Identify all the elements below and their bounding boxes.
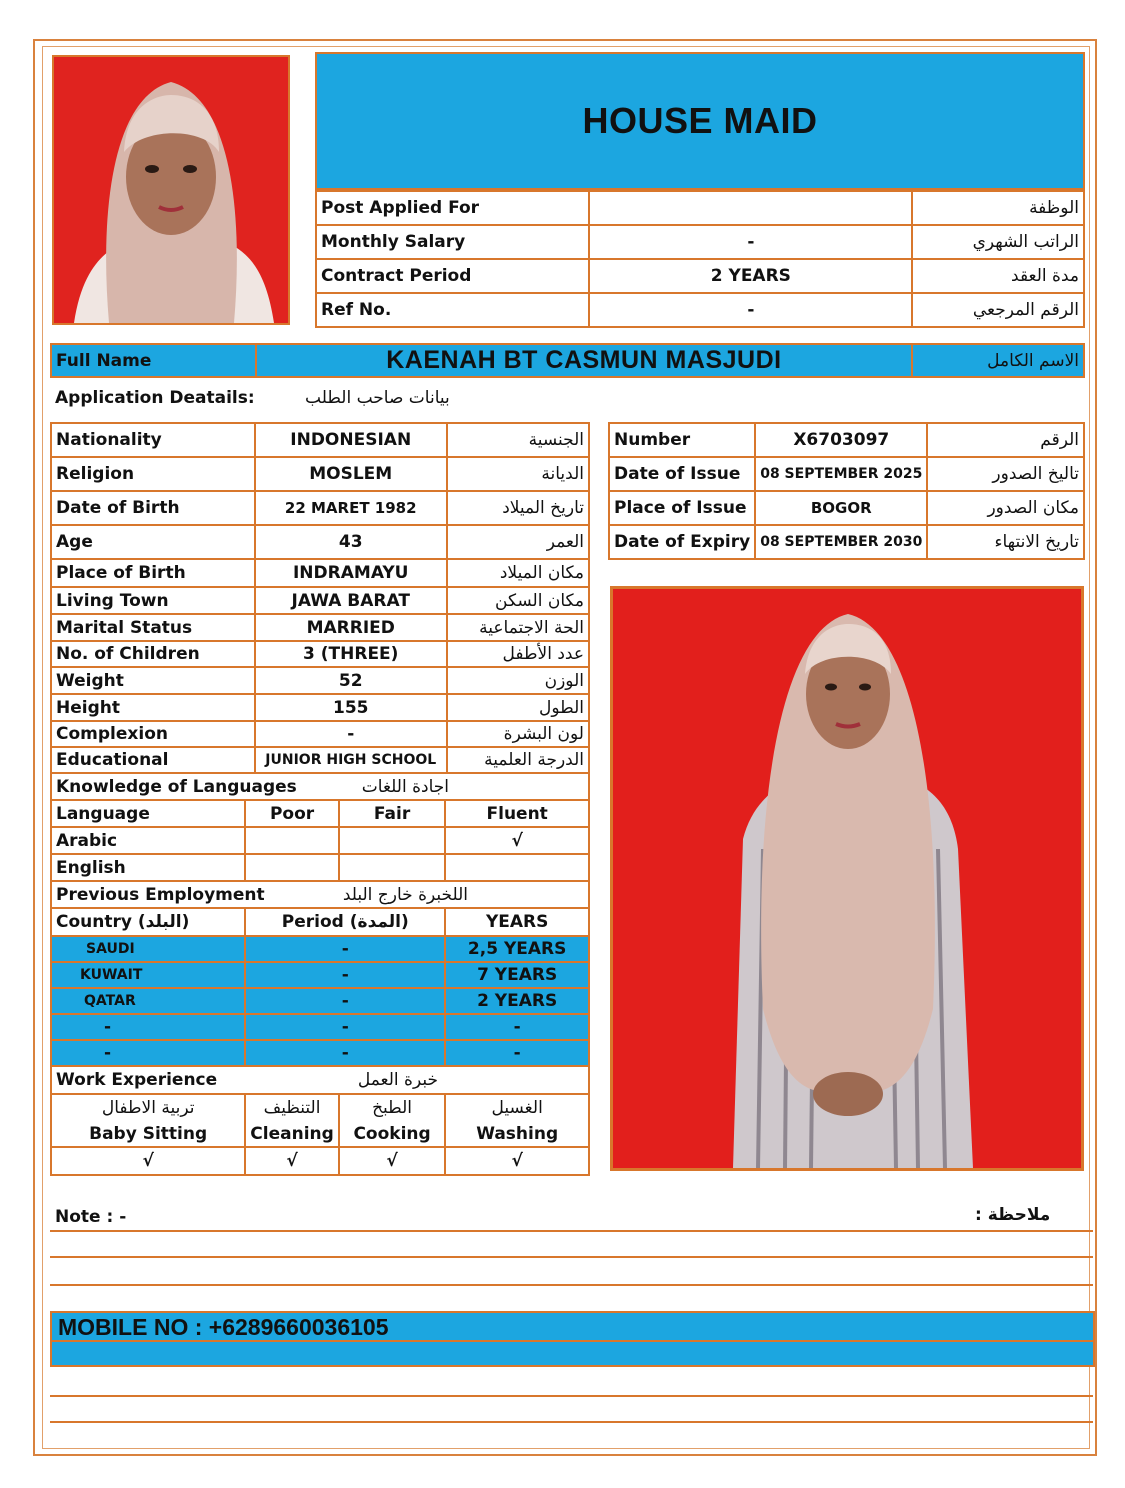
employment-title-ar: اللخبرة خارج البلد (339, 881, 589, 908)
skill-check: √ (245, 1147, 339, 1175)
personal-label-ar: العمر (447, 525, 589, 559)
personal-value: MOSLEM (255, 457, 447, 491)
skill-check: √ (51, 1147, 245, 1175)
personal-label: Marital Status (51, 614, 255, 641)
personal-row (51, 457, 589, 491)
job-info-row (316, 225, 1084, 259)
job-info-value (589, 191, 912, 225)
skill-label-ar: تربية الاطفال (51, 1094, 245, 1121)
work-experience-title: Work Experience (51, 1066, 339, 1094)
full-name-value: KAENAH BT CASMUN MASJUDI (256, 344, 913, 377)
personal-row (51, 667, 589, 694)
personal-label-ar: عدد الأطفل (447, 641, 589, 667)
full-name-label-ar: الاسم الكامل (912, 344, 1084, 377)
personal-label: Place of Birth (51, 559, 255, 587)
employment-period: - (245, 962, 445, 988)
passport-label: Number (609, 423, 755, 457)
candidate-photo-small (52, 55, 290, 325)
personal-row (51, 423, 589, 457)
employment-header: YEARS (445, 908, 589, 936)
skill-label: Baby Sitting (51, 1121, 245, 1147)
languages-header-row (51, 800, 589, 827)
personal-label-ar: الطول (447, 694, 589, 721)
language-name: English (51, 854, 245, 881)
personal-label-ar: الحة الاجتماعية (447, 614, 589, 641)
skill-label-ar: الطبخ (339, 1094, 446, 1121)
employment-period: - (245, 1040, 445, 1066)
personal-row (51, 694, 589, 721)
employment-row (51, 988, 589, 1014)
mobile-divider (52, 1340, 1093, 1342)
employment-header-row (51, 908, 589, 936)
employment-period: - (245, 936, 445, 962)
personal-row (51, 721, 589, 747)
employment-row (51, 962, 589, 988)
language-poor (245, 854, 339, 881)
personal-label: Complexion (51, 721, 255, 747)
personal-label-ar: مكان الميلاد (447, 559, 589, 587)
skill-label: Washing (445, 1121, 589, 1147)
personal-value: 155 (255, 694, 447, 721)
passport-row (609, 423, 1084, 457)
personal-row (51, 587, 589, 614)
skill-label-ar: التنظيف (245, 1094, 339, 1121)
passport-table (608, 422, 1085, 560)
employment-country: QATAR (51, 988, 245, 1014)
note-label-ar: ملاحظة : (975, 1205, 1051, 1225)
job-info-label-ar: الوظفة (912, 191, 1084, 225)
job-title: HOUSE MAID (582, 100, 818, 141)
mobile-bar (50, 1311, 1095, 1367)
full-name-label: Full Name (51, 344, 256, 377)
employment-row (51, 936, 589, 962)
personal-label-ar: الدرجة العلمية (447, 747, 589, 773)
personal-label-ar: الجنسية (447, 423, 589, 457)
personal-label: Height (51, 694, 255, 721)
passport-value: 08 SEPTEMBER 2030 (755, 525, 927, 559)
personal-value: 52 (255, 667, 447, 694)
personal-row (51, 641, 589, 667)
employment-header: Country (البلد) (51, 908, 245, 936)
employment-years: - (445, 1040, 589, 1066)
skill-label-ar: الغسيل (445, 1094, 589, 1121)
personal-value: 3 (THREE) (255, 641, 447, 667)
passport-label: Place of Issue (609, 491, 755, 525)
personal-label-ar: الوزن (447, 667, 589, 694)
personal-label: No. of Children (51, 641, 255, 667)
footer-line (50, 1421, 1093, 1423)
skill-check: √ (445, 1147, 589, 1175)
language-poor (245, 827, 339, 854)
personal-row (51, 559, 589, 587)
passport-value: X6703097 (755, 423, 927, 457)
note-line (50, 1284, 1093, 1286)
languages-header: Language (51, 800, 245, 827)
employment-years: 2 YEARS (445, 988, 589, 1014)
personal-value: INDRAMAYU (255, 559, 447, 587)
job-info-label-ar: الرقم المرجعي (912, 293, 1084, 327)
job-info-label: Post Applied For (316, 191, 589, 225)
job-info-row (316, 293, 1084, 327)
passport-label: Date of Issue (609, 457, 755, 491)
job-info-label: Monthly Salary (316, 225, 589, 259)
job-info-row (316, 191, 1084, 225)
work-experience-title-ar: خبرة العمل (339, 1066, 589, 1094)
passport-label: Date of Expiry (609, 525, 755, 559)
employment-row (51, 1014, 589, 1040)
job-info-label: Ref No. (316, 293, 589, 327)
passport-row (609, 525, 1084, 559)
personal-row (51, 747, 589, 773)
personal-label-ar: لون البشرة (447, 721, 589, 747)
skills-en-row (51, 1121, 589, 1147)
personal-row (51, 614, 589, 641)
passport-value: 08 SEPTEMBER 2025 (755, 457, 927, 491)
skill-label: Cleaning (245, 1121, 339, 1147)
employment-row (51, 1040, 589, 1066)
passport-label-ar: مكان الصدور (927, 491, 1084, 525)
personal-value: 22 MARET 1982 (255, 491, 447, 525)
language-name: Arabic (51, 827, 245, 854)
personal-details-table (50, 422, 590, 774)
employment-period: - (245, 988, 445, 1014)
skills-check-row (51, 1147, 589, 1175)
passport-label-ar: الرقم (927, 423, 1084, 457)
employment-header: Period (المدة) (245, 908, 445, 936)
personal-label: Living Town (51, 587, 255, 614)
personal-value: JAWA BARAT (255, 587, 447, 614)
personal-label-ar: تاريخ الميلاد (447, 491, 589, 525)
job-info-row (316, 259, 1084, 293)
note-label: Note : - (55, 1207, 127, 1227)
personal-row (51, 491, 589, 525)
personal-row (51, 525, 589, 559)
employment-country: KUWAIT (51, 962, 245, 988)
personal-label-ar: الديانة (447, 457, 589, 491)
languages-header: Poor (245, 800, 339, 827)
personal-value: JUNIOR HIGH SCHOOL (255, 747, 447, 773)
mobile-number: MOBILE NO : +6289660036105 (58, 1314, 389, 1340)
languages-title-row (51, 773, 589, 800)
language-fluent (445, 854, 589, 881)
job-info-label: Contract Period (316, 259, 589, 293)
languages-header: Fair (339, 800, 446, 827)
job-info-value: 2 YEARS (589, 259, 912, 293)
personal-label: Weight (51, 667, 255, 694)
personal-label: Religion (51, 457, 255, 491)
skill-check: √ (339, 1147, 446, 1175)
note-line (50, 1230, 1093, 1232)
languages-title-ar: اجادة اللغات (339, 773, 589, 800)
employment-years: 7 YEARS (445, 962, 589, 988)
passport-label-ar: تاليخ الصدور (927, 457, 1084, 491)
language-row (51, 854, 589, 881)
job-info-label-ar: مدة العقد (912, 259, 1084, 293)
personal-label: Nationality (51, 423, 255, 457)
language-fair (339, 827, 446, 854)
passport-label-ar: تاريخ الانتهاء (927, 525, 1084, 559)
language-fluent: √ (445, 827, 589, 854)
employment-country: - (51, 1014, 245, 1040)
personal-label: Date of Birth (51, 491, 255, 525)
job-info-table (315, 190, 1085, 328)
languages-employment-table (50, 772, 590, 1176)
passport-row (609, 457, 1084, 491)
skills-ar-row (51, 1094, 589, 1121)
language-row (51, 827, 589, 854)
personal-value: 43 (255, 525, 447, 559)
candidate-photo-full (610, 586, 1084, 1171)
employment-period: - (245, 1014, 445, 1040)
employment-country: - (51, 1040, 245, 1066)
footer-line (50, 1395, 1093, 1397)
employment-years: 2,5 YEARS (445, 936, 589, 962)
full-name-bar (50, 343, 1085, 378)
passport-value: BOGOR (755, 491, 927, 525)
job-info-label-ar: الراتب الشهري (912, 225, 1084, 259)
work-experience-title-row (51, 1066, 589, 1094)
application-details-label: Application Deatails: (55, 388, 255, 408)
job-info-value: - (589, 225, 912, 259)
personal-label: Educational (51, 747, 255, 773)
languages-header: Fluent (445, 800, 589, 827)
employment-country: SAUDI (51, 936, 245, 962)
employment-years: - (445, 1014, 589, 1040)
employment-title-row (51, 881, 589, 908)
language-fair (339, 854, 446, 881)
personal-value: MARRIED (255, 614, 447, 641)
employment-title: Previous Employment (51, 881, 339, 908)
job-title-banner (315, 52, 1085, 190)
note-line (50, 1256, 1093, 1258)
personal-label: Age (51, 525, 255, 559)
languages-title: Knowledge of Languages (51, 773, 339, 800)
skill-label: Cooking (339, 1121, 446, 1147)
job-info-value: - (589, 293, 912, 327)
personal-label-ar: مكان السكن (447, 587, 589, 614)
personal-value: - (255, 721, 447, 747)
application-details-label-ar: بيانات صاحب الطلب (305, 388, 450, 408)
passport-row (609, 491, 1084, 525)
personal-value: INDONESIAN (255, 423, 447, 457)
